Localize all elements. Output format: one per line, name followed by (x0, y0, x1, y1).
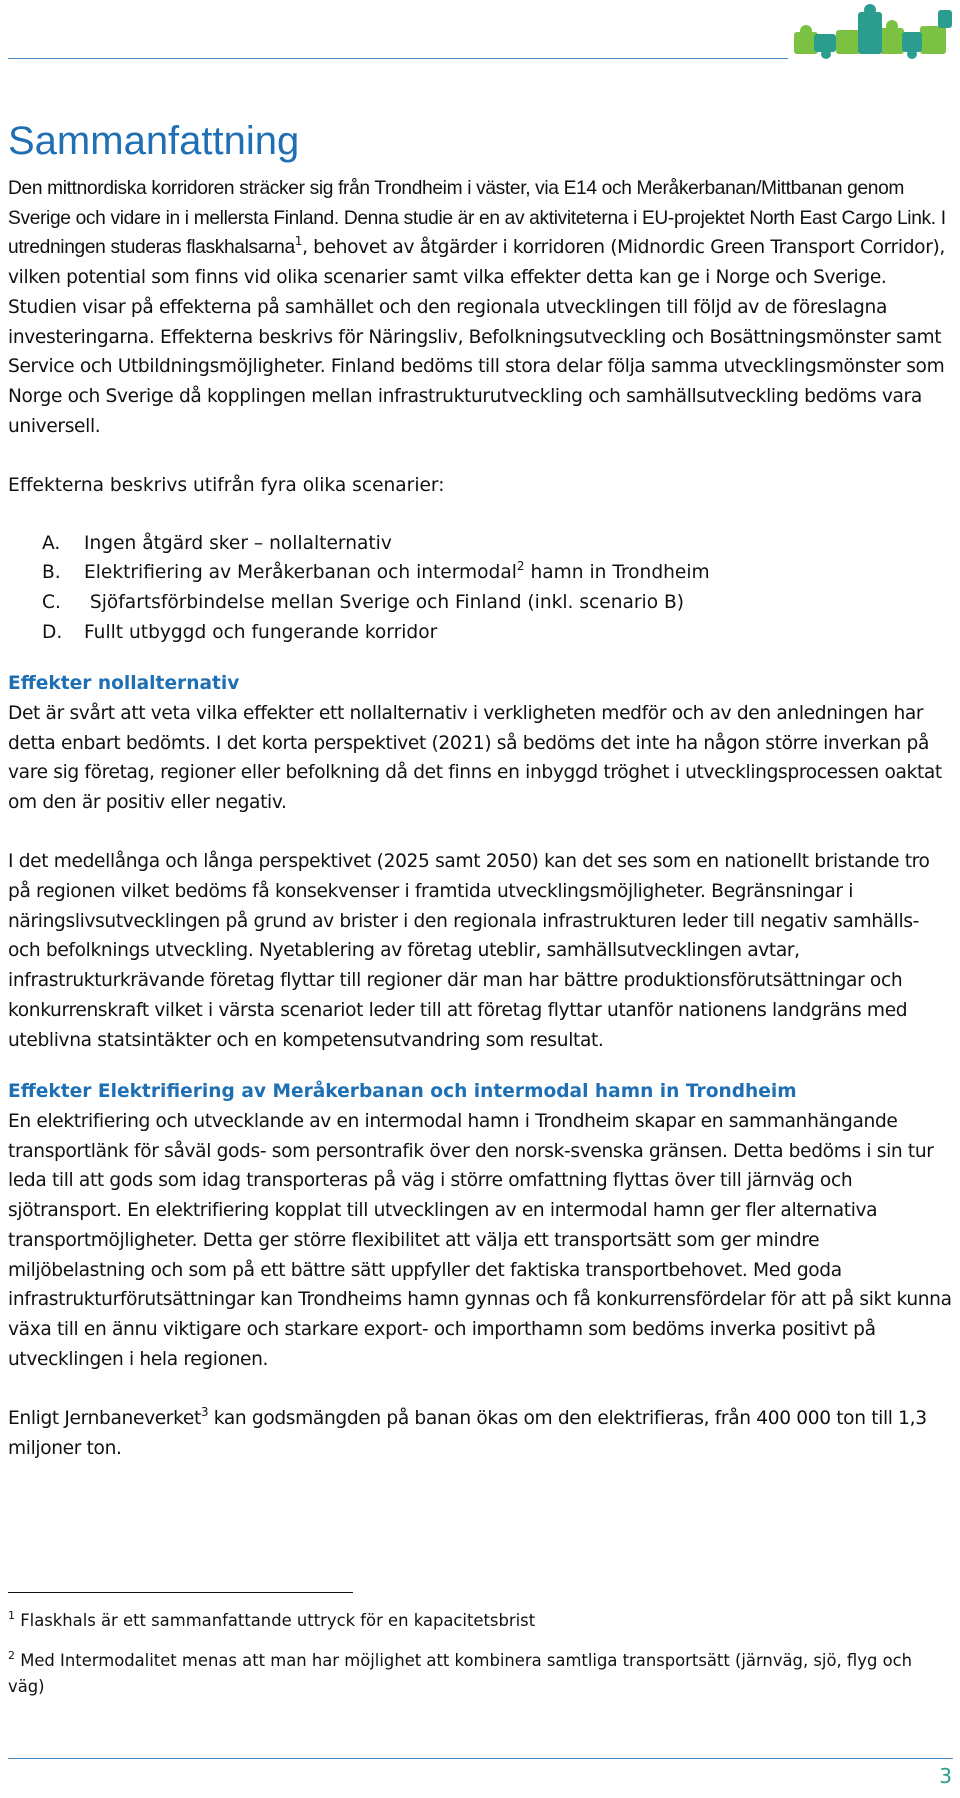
page-title: Sammanfattning (8, 119, 300, 163)
section-heading-nollalternativ: Effekter nollalternativ (8, 673, 240, 695)
footnote-ref-1: 1 (294, 234, 303, 249)
footnote: $^2$ Med Intermodalitet menas att man har möjlighet att kombinera samtliga transportsätt (järnväg, sjö, flyg och väg) (8, 1648, 912, 1696)
puzzle-logo-icon (788, 2, 956, 62)
intro-paragraph: Den mittnordiska korridoren sträcker sig från Trondheim i väster, via E14 och Meråkerbanan/Mittbanan genom Sverige och vidare in i mellersta Finland. Denna studie är en av aktiviteterna i EU-projektet North East Cargo Link. I utredningen studeras flaskhalsarna$^1$, behovet av åtgärder i korridoren (Midnordic Green Transport Corridor), vilken potential som finns vid olika scenarier samt vilka effekter detta kan ge i Norge och Sverige. Studien visar på effekterna på samhället och den regionala utvecklingen till följd av de föreslagna investeringarna. Effekterna beskrivs för Näringsliv, Befolkningsutveckling och Bosättningsmönster samt Service och Utbildningsmöjligheter. Finland bedöms till stora delar följa samma utvecklingsmönster som Norge och Sverige då kopplingen mellan infrastrukturutveckling och samhällsutveckling bedöms vara universell. (8, 178, 946, 437)
scenario-item: A. Ingen åtgärd sker – nollalternativ (42, 532, 392, 554)
footnotes (8, 1608, 953, 1700)
header-rule (8, 58, 788, 59)
footnote-ref-2: 2 (516, 559, 525, 574)
scenario-item: D. Fullt utbyggd och fungerande korridor (42, 621, 438, 643)
scenario-item: C. Sjöfartsförbindelse mellan Sverige och Finland (inkl. scenario B) (42, 591, 685, 613)
footnote-separator (8, 1592, 353, 1593)
section-paragraph: I det medellånga och långa perspektivet (2025 samt 2050) kan det ses som en nationellt bristande tro på regionen vilket bedöms få konsekvenser i framtida utvecklingsmöjligheter. Begränsningar i näringslivsutvecklingen på grund av brister i den regionala infrastrukturen leder till negativ samhälls- och befolknings utveckling. Nyetablering av företag uteblir, samhällsutvecklingen avtar, infrastrukturkrävande företag flyttar till regioner där man har bättre produktionsförutsättningar och konkurrenskraft vilket i värsta scenariot leder till att företag flyttar utanför nationens landgräns med uteblivna statsintäkter och en kompetensutvandring som resultat. (8, 851, 930, 1051)
section-heading-elektrifiering: Effekter Elektrifiering av Meråkerbanan och intermodal hamn in Trondheim (8, 1081, 797, 1103)
footnote: $^1$ Flaskhals är ett sammanfattande uttryck för en kapacitetsbrist (8, 1608, 536, 1630)
footnote-ref-3: 3 (200, 1404, 209, 1419)
section-paragraph: En elektrifiering och utvecklande av en intermodal hamn i Trondheim skapar en sammanhängande transportlänk för såväl gods- som persontrafik över den norsk-svenska gränsen. Detta bedöms i sin tur leda till att gods som idag transporteras på väg i större omfattning flyttas över till järnväg och sjötransport. En elektrifiering kopplat till utvecklingen av en intermodal hamn ger fler alternativa transportmöjligheter. Detta ger större flexibilitet att välja ett transportsätt som ger mindre miljöbelastning och som på ett bättre sätt uppfyller det faktiska transportbehovet. Med goda infrastrukturförutsättningar kan Trondheims hamn gynnas och få konkurrensfördelar för att på sikt kunna växa till en ännu viktigare och starkare export- och importhamn som bedöms inverka positivt på utvecklingen i hela regionen. (8, 1110, 952, 1370)
scenarios-intro: Effekterna beskrivs utifrån fyra olika scenarier: (8, 474, 445, 496)
document-body (8, 112, 953, 1463)
footer-rule (8, 1758, 953, 1759)
section-paragraph: Det är svårt att veta vilka effekter ett nollalternativ i verkligheten medför och av den anledningen har detta enbart bedömts. I det korta perspektivet (2021) så bedöms det inte ha någon större inverkan på vare sig företag, regioner eller befolkning då det finns en inbyggd tröghet i utvecklingsprocessen oaktat om den är positiv eller negativ. (8, 703, 942, 814)
section-paragraph: Enligt Jernbaneverket$^3$ kan godsmängden på banan ökas om den elektrifieras, från 400 000 ton till 1,3 miljoner ton. (8, 1404, 927, 1459)
page-number: 3 (939, 1764, 952, 1788)
scenario-item: B. Elektrifiering av Meråkerbanan och intermodal$^2$ hamn in Trondheim (42, 559, 710, 584)
scenario-list (8, 529, 953, 648)
